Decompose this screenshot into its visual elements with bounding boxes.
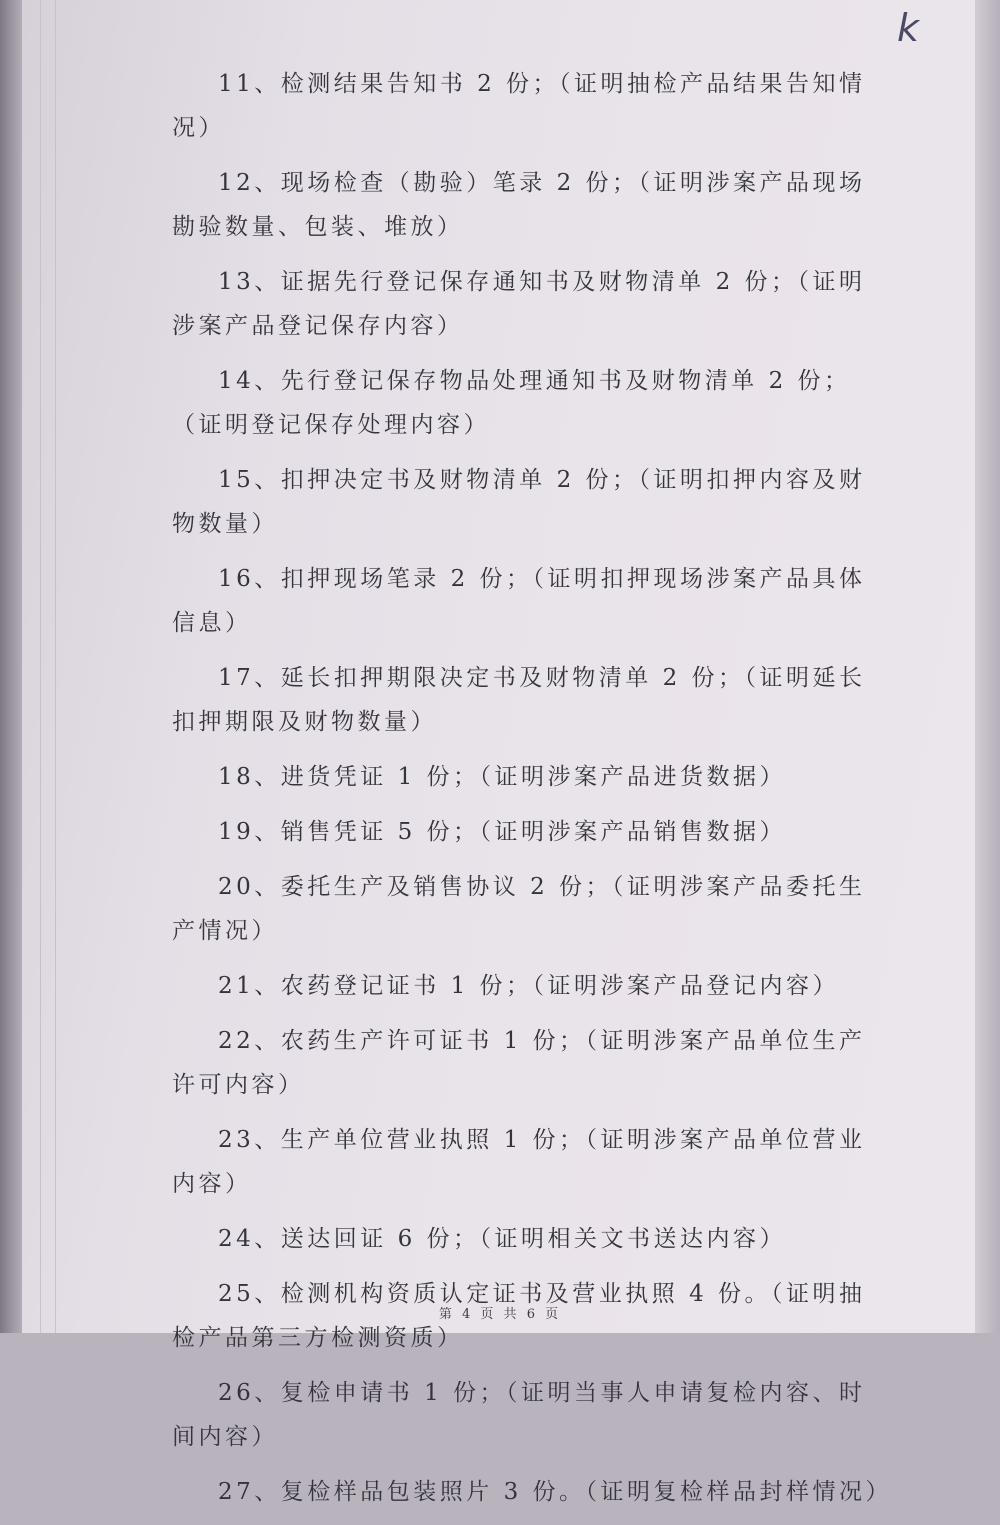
- book-binding-edge: [0, 0, 22, 1333]
- list-item: 26、复检申请书 1 份；（证明当事人申请复检内容、时间内容）: [172, 1380, 866, 1450]
- page-right-edge: [975, 0, 1000, 1333]
- list-item: 25、检测机构资质认定证书及营业执照 4 份。（证明抽检产品第三方检测资质）: [172, 1281, 866, 1351]
- list-item: 11、检测结果告知书 2 份；（证明抽检产品结果告知情况）: [172, 71, 866, 141]
- page-edge-line: [40, 0, 41, 1333]
- list-item: 20、委托生产及销售协议 2 份；（证明涉案产品委托生产情况）: [172, 874, 866, 944]
- page-number-footer: 第 4 页 共 6 页: [438, 1307, 562, 1322]
- list-item: 16、扣押现场笔录 2 份；（证明扣押现场涉案产品具体信息）: [172, 566, 866, 636]
- list-item: 15、扣押决定书及财物清单 2 份；（证明扣押内容及财物数量）: [172, 467, 866, 537]
- page-edge-line: [55, 0, 56, 1333]
- list-item: 13、证据先行登记保存通知书及财物清单 2 份；（证明涉案产品登记保存内容）: [172, 269, 866, 339]
- list-item: 24、送达回证 6 份；（证明相关文书送达内容）: [218, 1226, 787, 1252]
- list-item: 27、复检样品包装照片 3 份。（证明复检样品封样情况）: [218, 1479, 893, 1505]
- list-item: 17、延长扣押期限决定书及财物清单 2 份；（证明延长扣押期限及财物数量）: [172, 665, 866, 735]
- list-item: 12、现场检查（勘验）笔录 2 份；（证明涉案产品现场勘验数量、包装、堆放）: [172, 170, 866, 240]
- list-item: 22、农药生产许可证书 1 份；（证明涉案产品单位生产许可内容）: [172, 1028, 866, 1098]
- list-item: 14、先行登记保存物品处理通知书及财物清单 2 份；（证明登记保存处理内容）: [172, 368, 851, 438]
- handwritten-mark: k: [897, 6, 920, 50]
- list-item: 21、农药登记证书 1 份；（证明涉案产品登记内容）: [218, 973, 840, 999]
- list-item: 23、生产单位营业执照 1 份；（证明涉案产品单位营业内容）: [172, 1127, 866, 1197]
- list-item: 19、销售凭证 5 份；（证明涉案产品销售数据）: [218, 819, 787, 845]
- list-item: 18、进货凭证 1 份；（证明涉案产品进货数据）: [218, 764, 787, 790]
